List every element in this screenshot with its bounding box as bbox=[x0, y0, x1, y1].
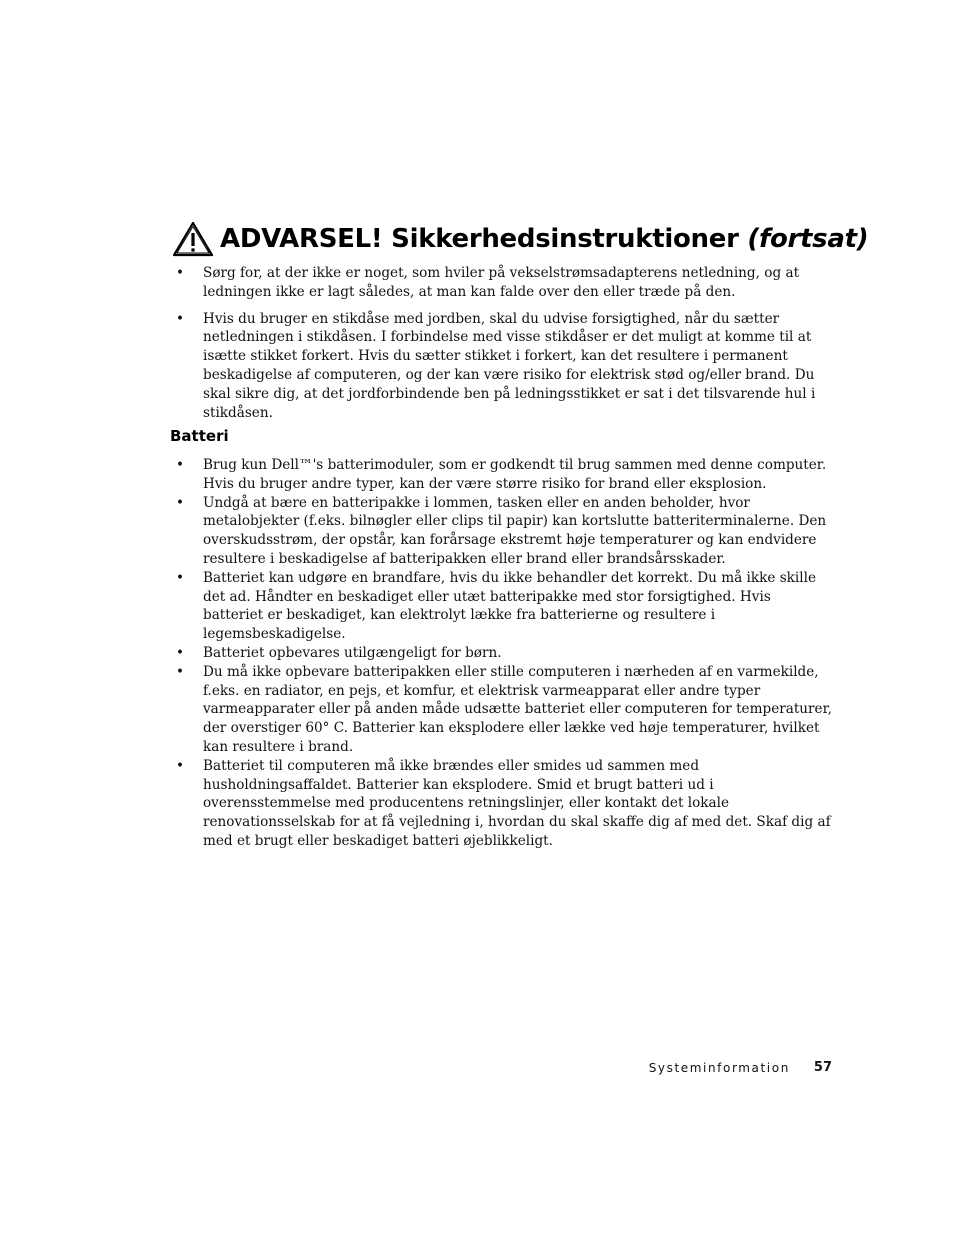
bullet: • bbox=[176, 644, 185, 661]
list-item bbox=[176, 663, 832, 757]
list-item bbox=[176, 757, 832, 851]
list-item bbox=[176, 456, 832, 494]
bullet: • bbox=[176, 494, 185, 511]
list-item bbox=[176, 310, 832, 423]
list-item-text: Undgå at bære en batteripakke i lommen, tasken eller en anden beholder, hvor metalobjekter (f.eks. bilnøgler eller clips til papir) kan kortslutte batteriterminalerne. Den overskudsstrøm, der opstår, kan forårsage ekstremt høje temperaturer og kan endvidere resultere i beskadigelse af batteripakken eller brand eller brandsårsskader. bbox=[203, 494, 827, 567]
list-item bbox=[176, 494, 832, 569]
section-title-batteri: Batteri bbox=[170, 427, 229, 445]
bullet: • bbox=[176, 457, 185, 473]
heading-title: ADVARSEL! Sikkerhedsinstruktioner bbox=[220, 224, 739, 254]
list-item-text: Sørg for, at der ikke er noget, som hviler på vekselstrømsadapterens netledning, og at ledningen ikke er lagt således, at man kan falde over den eller træde på den. bbox=[203, 265, 800, 300]
safety-list-power bbox=[176, 264, 832, 422]
page-heading bbox=[172, 219, 872, 259]
list-item-text: Hvis du bruger en stikdåse med jordben, skal du udvise forsigtighed, når du sætter netledningen i stikdåsen. I forbindelse med visse stikdåser er det muligt at komme til at isætte stikket forkert. Hvis du sætter stikket i forkert, kan det resultere i permanent beskadigelse af computeren, og der kan være risiko for elektrisk stød og/eller brand. Du skal sikre dig, at det jordforbindende ben på ledningsstikket er sat i det tilsvarende hul i stikdåsen. bbox=[203, 310, 816, 421]
safety-list-battery bbox=[176, 456, 832, 851]
bullet: • bbox=[176, 569, 185, 586]
bullet: • bbox=[176, 757, 185, 774]
bullet: • bbox=[176, 663, 185, 680]
list-item-text: Batteriet kan udgøre en brandfare, hvis du ikke behandler det korrekt. Du må ikke skille det ad. Håndter en beskadiget eller utæt batteripakke med stor forsigtighed. Hvis batteriet er beskadiget, kan elektrolyt lække fra batterierne og resultere i legemsbeskadigelse. bbox=[203, 569, 816, 643]
list-item bbox=[176, 264, 832, 302]
bullet: • bbox=[176, 310, 185, 327]
list-item-text: Du må ikke opbevare batteripakken eller stille computeren i nærheden af en varmekilde, f.eks. en radiator, en pejs, et komfur, et elektrisk varmeapparat eller andre typer varmeapparater eller på anden måde udsætte batteriet eller computeren for temperaturer, der overstiger 60° C. Batterier kan eksplodere eller lække ved høje temperaturer, hvilket kan resultere i brand. bbox=[203, 663, 832, 755]
warning-triangle-icon bbox=[172, 221, 214, 257]
list-item-text: Brug kun Dell™'s batterimoduler, som er godkendt til brug sammen med denne computer. Hvis du bruger andre typer, kan der være større risiko for brand eller eksplosion. bbox=[203, 457, 827, 492]
bullet: • bbox=[176, 265, 185, 281]
page-number: 57 bbox=[813, 1060, 832, 1075]
heading-text bbox=[220, 224, 868, 254]
heading-subtitle: (fortsat) bbox=[747, 224, 869, 254]
list-item-text: Batteriet opbevares utilgængeligt for børn. bbox=[203, 644, 502, 661]
list-item bbox=[176, 644, 832, 663]
list-item-text: Batteriet til computeren må ikke brændes eller smides ud sammen med husholdningsaffaldet. Batterier kan eksplodere. Smid et brugt batteri ud i overensstemmelse med producentens retningslinjer, eller kontakt det lokale renovationsselskab for at få vejledning i, hvordan du skal skaffe dig af med det. Skaf dig af med et brugt eller beskadiget batteri øjeblikkeligt. bbox=[203, 757, 831, 849]
footer-section-label: Systeminformation bbox=[648, 1060, 790, 1075]
page-footer bbox=[650, 1060, 832, 1075]
list-item bbox=[176, 569, 832, 644]
